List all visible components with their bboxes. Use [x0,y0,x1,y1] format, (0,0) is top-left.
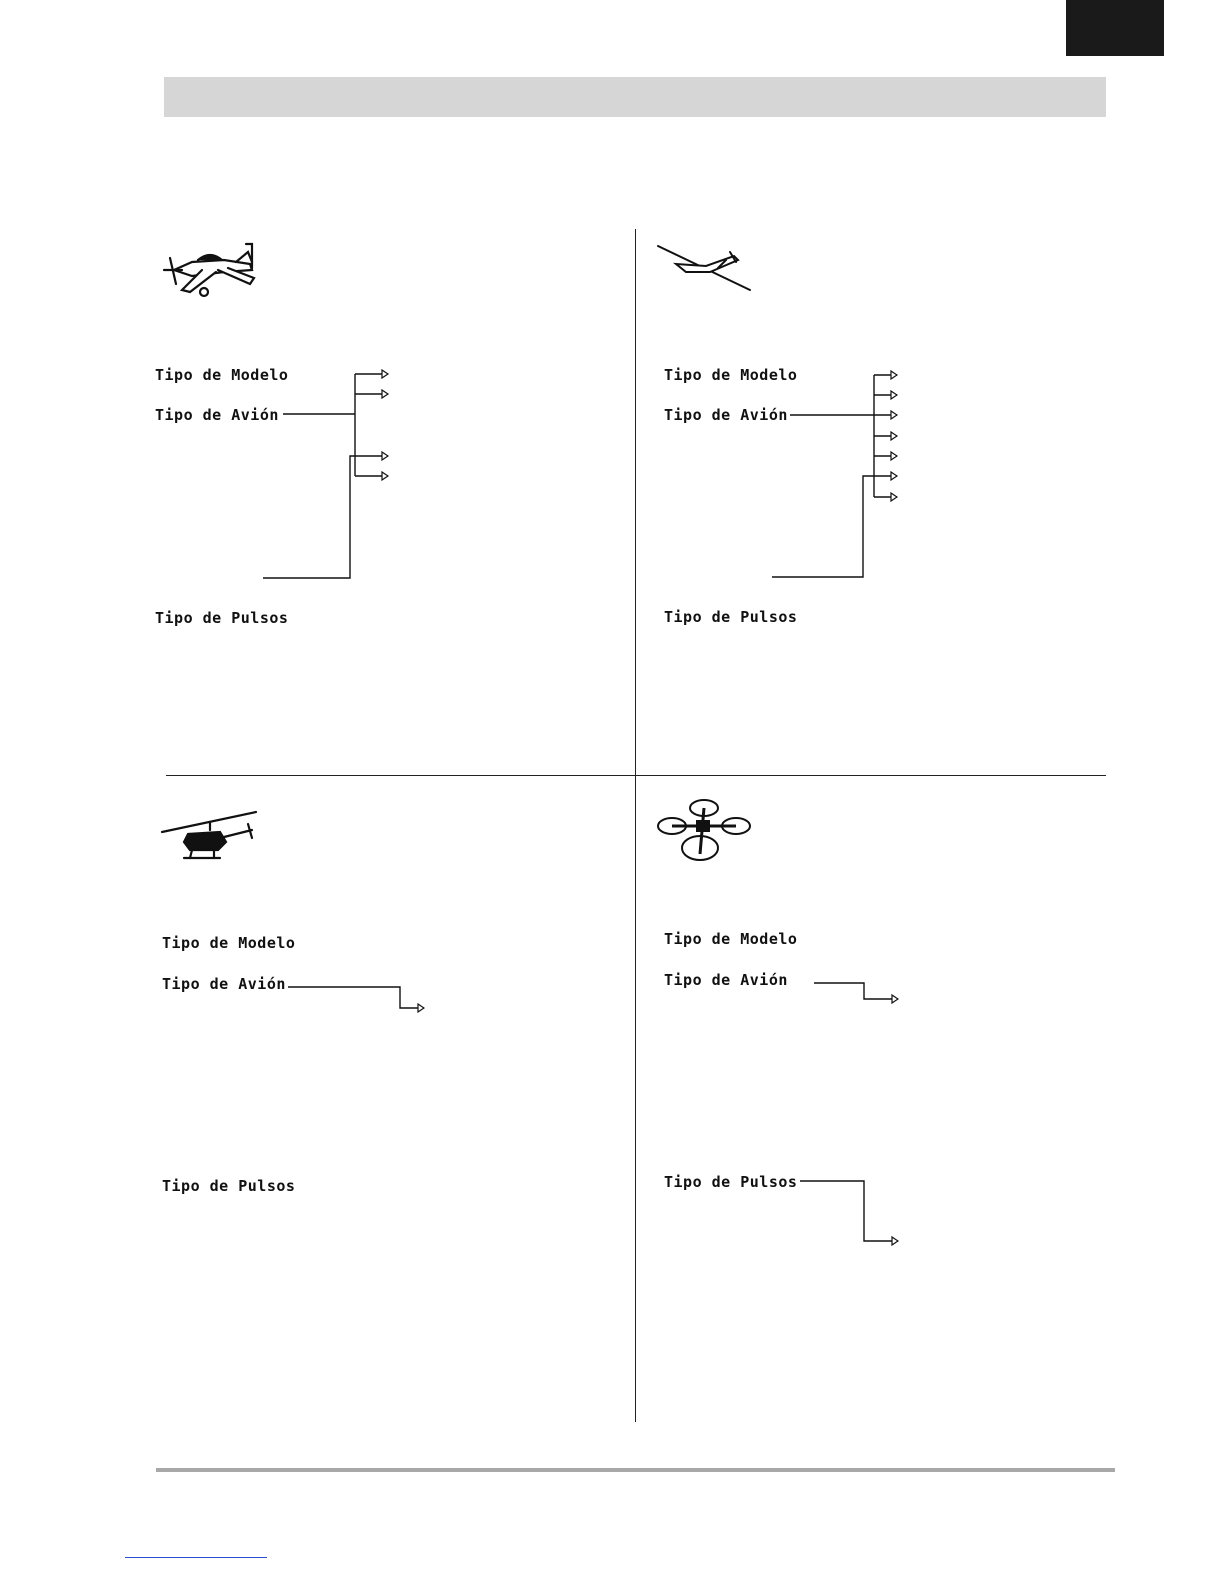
glider-pulse-type-label: Tipo de Pulsos [664,608,798,626]
airplane-aircraft-type-label: Tipo de Avión [155,406,279,424]
multirotor-model-type-label: Tipo de Modelo [664,930,798,948]
glider-aircraft-type-label: Tipo de Avión [664,406,788,424]
helicopter-pulse-type-label: Tipo de Pulsos [162,1177,296,1195]
multirotor-connectors [800,983,898,1241]
glider-connectors [772,375,897,577]
airplane-pulse-type-label: Tipo de Pulsos [155,609,289,627]
airplane-connectors [263,374,388,578]
airplane-model-type-label: Tipo de Modelo [155,366,289,384]
multirotor-pulse-type-label: Tipo de Pulsos [664,1173,798,1191]
helicopter-icon [160,808,258,864]
multirotor-aircraft-type-label: Tipo de Avión [664,971,788,989]
helicopter-aircraft-type-label: Tipo de Avión [162,975,286,993]
airplane-icon [162,240,258,298]
helicopter-connectors [288,987,424,1008]
helicopter-model-type-label: Tipo de Modelo [162,934,296,952]
glider-model-type-label: Tipo de Modelo [664,366,798,384]
glider-icon [656,242,756,292]
multirotor-icon [656,798,752,864]
